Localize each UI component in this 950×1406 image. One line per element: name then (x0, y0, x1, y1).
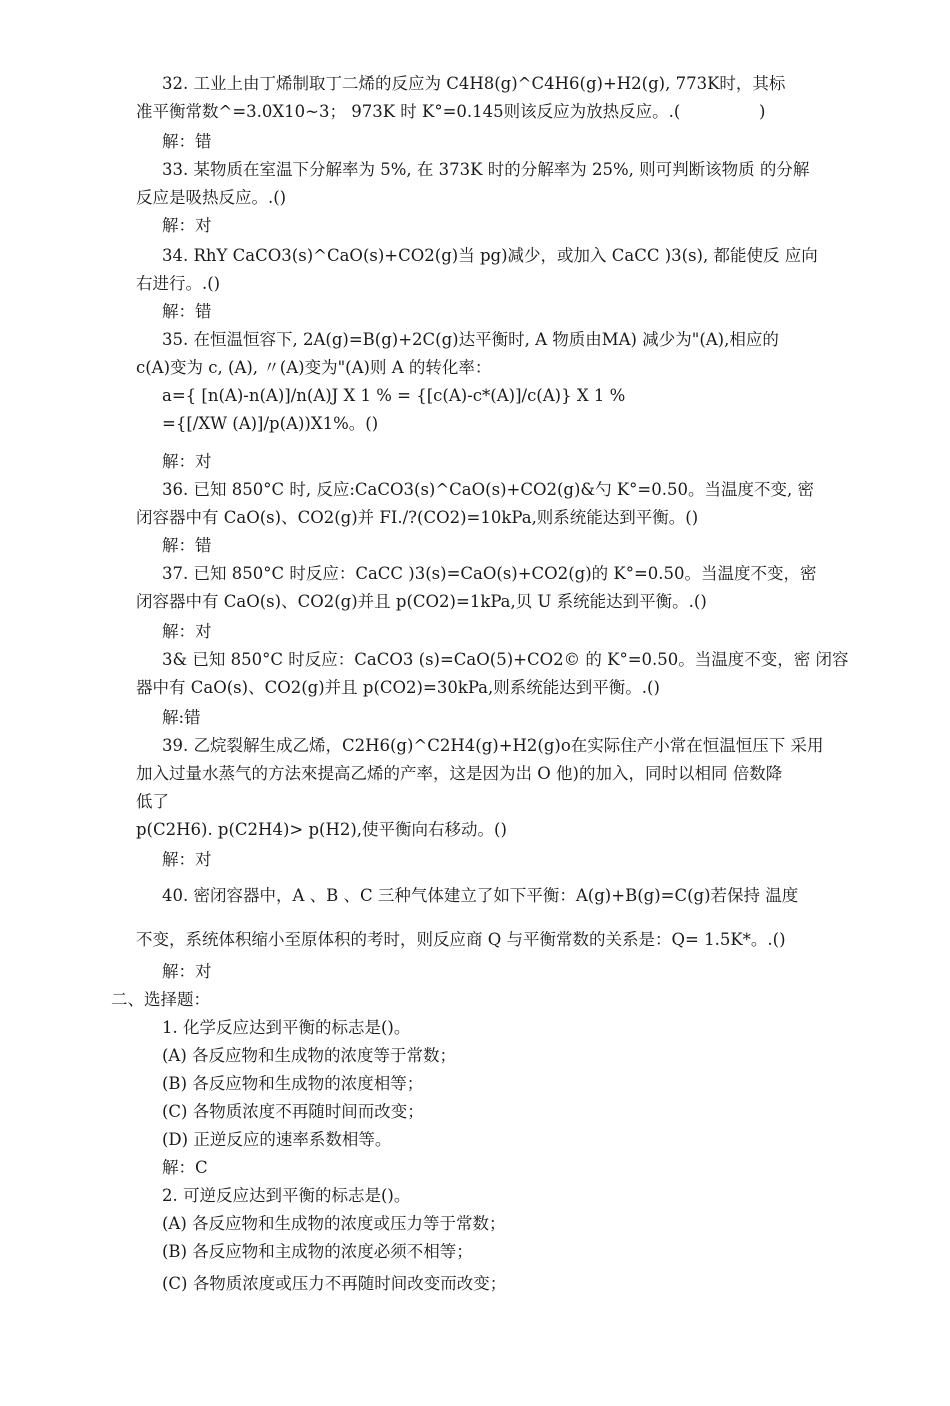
choice-2-stem: 2. 可逆反应达到平衡的标志是()。 (162, 1186, 411, 1205)
choice-1-answer: 解：C (162, 1158, 208, 1177)
question-34-answer: 解：错 (162, 302, 212, 321)
question-37-line-2: 闭容器中有 CaO(s)、CO2(g)并且 p(CO2)=1kPa,贝 U 系统能达到平衡。.() (136, 592, 707, 611)
question-34-line-2: 右进行。.() (136, 274, 221, 293)
question-33-line-2: 反应是吸热反应。.() (136, 188, 287, 207)
question-39-answer: 解：对 (162, 850, 212, 869)
question-32-line-1: 32. 工业上由丁烯制取丁二烯的反应为 C4H8(g)^C4H6(g)+H2(g), 773K时，其标 (162, 74, 786, 93)
question-36-answer: 解：错 (162, 536, 212, 555)
question-35-line-2: c(A)变为 c, (A), 〃(A)变为"(A)则 A 的转化率： (136, 358, 492, 377)
choice-2-option-a: (A) 各反应物和生成物的浓度或压力等于常数； (162, 1214, 506, 1233)
question-32-answer: 解：错 (162, 132, 212, 151)
choice-1-option-c: (C) 各物质浓度不再随时间而改变； (162, 1102, 424, 1121)
choice-1-stem: 1. 化学反应达到平衡的标志是()。 (162, 1018, 411, 1037)
question-36-line-1: 36. 已知 850°C 时, 反应:CaCO3(s)^CaO(s)+CO2(g)&勺 K°=0.50。当温度不变, 密 (162, 480, 814, 499)
question-37-answer: 解：对 (162, 622, 212, 641)
question-34-line-1: 34. RhY CaCO3(s)^CaO(s)+CO2(g)当 pg)减少，或加入 CaCC )3(s), 都能使反 应向 (162, 246, 818, 265)
question-39-line-2: 加入过量水蒸气的方法來提高乙烯的产率，这是因为岀 O 他)的加入，同时以相同 倍数降 (136, 764, 783, 783)
question-33-answer: 解：对 (162, 216, 212, 235)
question-39-line-4: p(C2H6). p(C2H4)> p(H2),使平衡向右移动。() (136, 820, 507, 839)
choice-1-option-b: (B) 各反应物和生成物的浓度相等； (162, 1074, 424, 1093)
question-36-line-2: 闭容器中有 CaO(s)、CO2(g)并 FI./?(CO2)=10kPa,则系统能达到平衡。() (136, 508, 699, 527)
question-38-answer: 解:错 (162, 708, 201, 727)
question-35-formula-2: ={[/XW (A)]/p(A))X1%。() (162, 414, 379, 433)
question-40-line-1: 40. 密闭容器中，A 、B 、C 三种气体建立了如下平衡：A(g)+B(g)=C(g)若保持 温度 (162, 886, 799, 905)
question-39-line-1: 39. 乙烷裂解生成乙烯，C2H6(g)^C2H4(g)+H2(g)o在实际住产小常在恒温恒压下 采用 (162, 736, 824, 755)
question-39-line-3: 低了 (136, 792, 169, 811)
choice-1-option-a: (A) 各反应物和生成物的浓度等于常数； (162, 1046, 457, 1065)
choice-2-option-c: (C) 各物质浓度或压力不再随时间改变而改变； (162, 1274, 507, 1293)
question-32-line-2: 准平衡常数^=3.0X10~3； 973K 时 K°=0.145则该反应为放热反应。.( ) (136, 102, 766, 121)
question-38-line-1: 3& 已知 850°C 时反应：CaCO3 (s)=CaO(5)+CO2© 的 K°=0.50。当温度不变，密 闭容 (162, 650, 849, 669)
question-35-line-1: 35. 在恒温恒容下, 2A(g)=B(g)+2C(g)达平衡时, A 物质由MA) 减少为"(A),相应的 (162, 330, 779, 349)
question-40-answer: 解：对 (162, 962, 212, 981)
question-40-line-2: 不变，系统体积缩小至原体积的考时，则反应商 Q 与平衡常数的关系是：Q= 1.5K*。.() (136, 930, 786, 949)
question-35-formula-1: a={ [n(A)-n(A)]/n(A)J X 1 % = {[c(A)-c*(A)]/c(A)} X 1 % (162, 386, 626, 405)
question-33-line-1: 33. 某物质在室温下分解率为 5%, 在 373K 时的分解率为 25%, 则可判断该物质 的分解 (162, 160, 810, 179)
question-35-answer: 解：对 (162, 452, 212, 471)
choice-2-option-b: (B) 各反应物和主成物的浓度必须不相等； (162, 1242, 473, 1261)
question-37-line-1: 37. 已知 850°C 时反应：CaCC )3(s)=CaO(s)+CO2(g)的 K°=0.50。当温度不变，密 (162, 564, 817, 583)
section-title: 二、选择题： (111, 990, 210, 1009)
question-38-line-2: 器中有 CaO(s)、CO2(g)并且 p(CO2)=30kPa,则系统能达到平衡。.() (136, 678, 660, 697)
choice-1-option-d: (D) 正逆反应的速率系数相等。 (162, 1130, 392, 1149)
